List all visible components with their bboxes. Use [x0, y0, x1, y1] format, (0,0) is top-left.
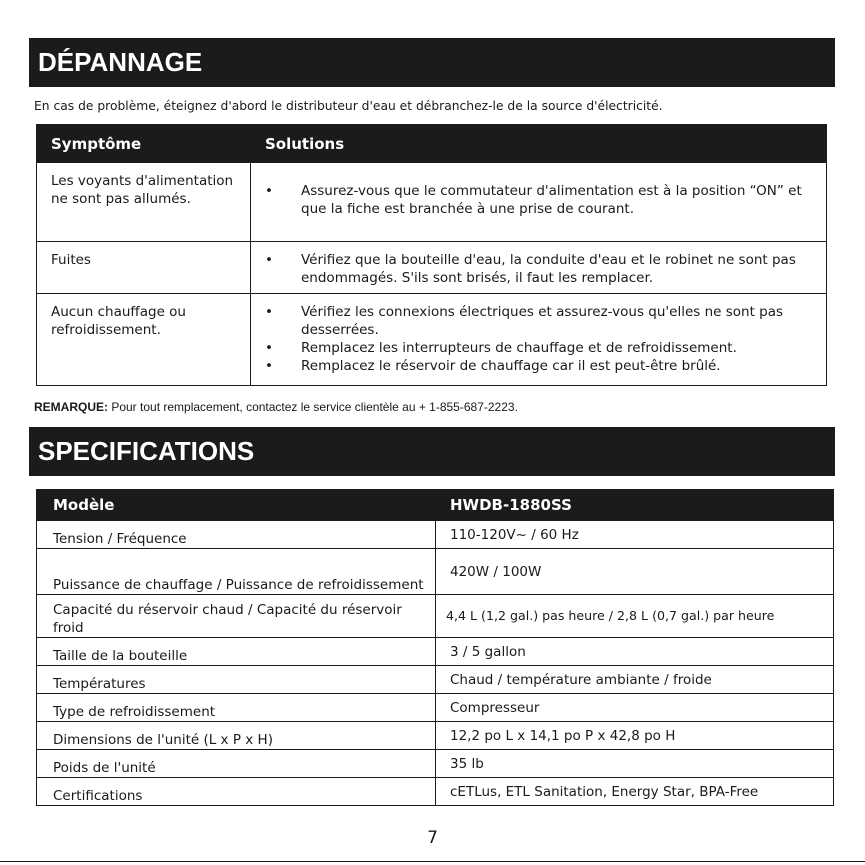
spec-value: cETLus, ETL Sanitation, Energy Star, BPA-Free [436, 778, 834, 806]
spec-label: Températures [37, 666, 436, 694]
page-number: 7 [427, 828, 438, 848]
solution-item: • Remplacez les interrupteurs de chauffage et de refroidissement. [265, 339, 816, 357]
table-row [37, 595, 834, 638]
table-row [37, 521, 834, 549]
solutions-cell [251, 242, 827, 294]
spec-label: Type de refroidissement [37, 694, 436, 722]
note-text: Pour tout remplacement, contactez le service clientèle au + 1-855-687-2223. [108, 400, 518, 414]
spec-value: 110-120V~ / 60 Hz [436, 521, 834, 549]
table-row [37, 722, 834, 750]
symptom-cell: Les voyants d'alimentation ne sont pas allumés. [37, 163, 251, 242]
table-row [37, 694, 834, 722]
spec-value: 4,4 L (1,2 gal.) pas heure / 2,8 L (0,7 gal.) par heure [436, 595, 834, 638]
note-label: REMARQUE: [34, 400, 108, 414]
solution-item: • Vérifiez les connexions électriques et assurez-vous qu'elles ne sont pas desserrées. [265, 303, 816, 339]
spec-value: 3 / 5 gallon [436, 638, 834, 666]
table-row [37, 778, 834, 806]
solution-item: • Assurez-vous que le commutateur d'alimentation est à la position “ON” et que la fiche est branchée à une prise de courant. [265, 182, 816, 218]
spec-value: 12,2 po L x 14,1 po P x 42,8 po H [436, 722, 834, 750]
solutions-cell [251, 163, 827, 242]
table-row [37, 750, 834, 778]
solutions-column-header: Solutions [251, 125, 827, 163]
spec-label: Poids de l'unité [37, 750, 436, 778]
solutions-cell [251, 294, 827, 386]
table-row [37, 242, 827, 294]
specifications-table [36, 489, 834, 806]
spec-label: Taille de la bouteille [37, 638, 436, 666]
symptom-column-header: Symptôme [37, 125, 251, 163]
symptom-cell: Fuites [37, 242, 251, 294]
table-row [37, 549, 834, 595]
table-row [37, 666, 834, 694]
model-number-header: HWDB-1880SS [436, 490, 834, 521]
table-row [37, 638, 834, 666]
solution-item: • Vérifiez que la bouteille d'eau, la conduite d'eau et le robinet ne sont pas endommagés. S'ils sont brisés, il faut les remplacer. [265, 251, 816, 287]
spec-label: Certifications [37, 778, 436, 806]
model-column-header: Modèle [37, 490, 436, 521]
specifications-heading: SPECIFICATIONS [29, 427, 835, 476]
table-row [37, 163, 827, 242]
solution-item: • Remplacez le réservoir de chauffage car il est peut-être brûlé. [265, 357, 816, 375]
spec-value: Chaud / température ambiante / froide [436, 666, 834, 694]
troubleshooting-table [36, 124, 827, 386]
troubleshooting-intro: En cas de problème, éteignez d'abord le distributeur d'eau et débranchez-le de la source d'électricité. [34, 99, 663, 113]
spec-value: Compresseur [436, 694, 834, 722]
table-row [37, 294, 827, 386]
spec-label: Dimensions de l'unité (L x P x H) [37, 722, 436, 750]
spec-value: 420W / 100W [436, 549, 834, 595]
spec-label: Puissance de chauffage / Puissance de refroidissement [37, 549, 436, 595]
note [34, 400, 518, 414]
troubleshooting-heading: DÉPANNAGE [29, 38, 835, 87]
symptom-cell: Aucun chauffage ou refroidissement. [37, 294, 251, 386]
spec-label: Tension / Fréquence [37, 521, 436, 549]
spec-label: Capacité du réservoir chaud / Capacité du réservoir froid [37, 595, 436, 638]
spec-value: 35 lb [436, 750, 834, 778]
footer-rule [0, 861, 865, 862]
